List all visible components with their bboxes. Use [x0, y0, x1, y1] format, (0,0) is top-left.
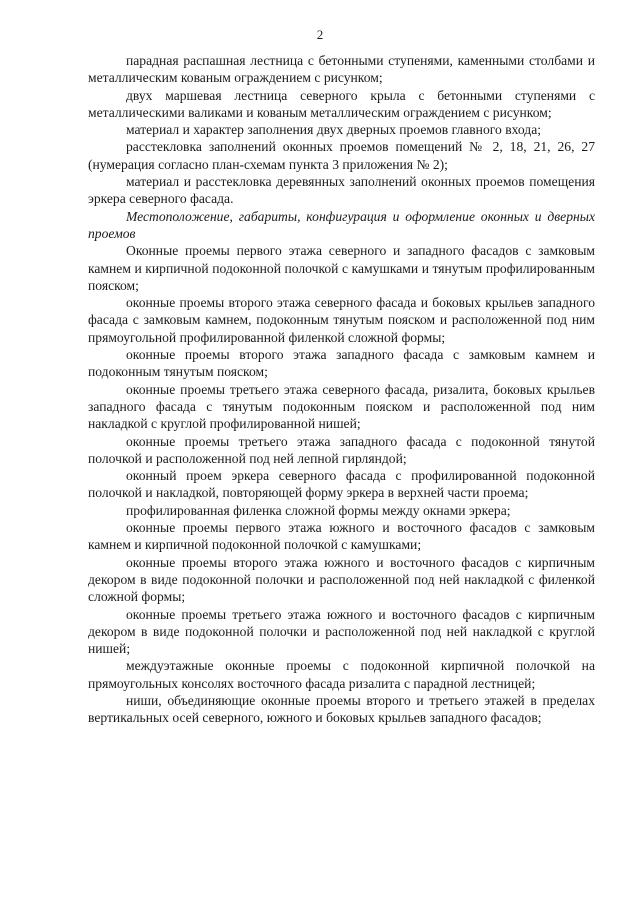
paragraph: оконные проемы третьего этажа северного фасада, ризалита, боковых крыльев западного фасада с тянутым подоконным пояском и расположенной под ним накладкой с круглой профилированной нишей; — [88, 381, 595, 432]
paragraph: двух маршевая лестница северного крыла с бетонными ступенями с металлическими валиками и кованым металлическим ограждением с рисунком; — [88, 87, 595, 120]
paragraph: оконные проемы третьего этажа западного фасада с подоконной тянутой полочкой и расположенной под ней лепной гирляндой; — [88, 433, 595, 466]
paragraph: оконные проемы второго этажа северного фасада и боковых крыльев западного фасада с замковым камнем, подоконным тянутым пояском и расположенной под ним прямоугольной профилированной филенкой сложной формы; — [88, 295, 595, 345]
section-heading: Местоположение, габариты, конфигурация и оформление оконных и дверных проемов — [88, 208, 595, 241]
paragraph: междуэтажные оконные проемы с подоконной кирпичной полочкой на прямоугольных консолях восточного фасада ризалита с парадной лестницей; — [88, 658, 595, 691]
document-body — [88, 52, 595, 727]
paragraph: материал и характер заполнения двух дверных проемов главного входа; — [126, 122, 542, 138]
paragraph: оконные проемы второго этажа южного и восточного фасадов с кирпичным декором в виде подоконной полочки и расположенной под ней накладкой с филенкой сложной формы; — [88, 554, 595, 605]
paragraph: Оконные проемы первого этажа северного и западного фасадов с замковым камнем и кирпичной подоконной полочкой с камушками и тянутым профилированным пояском; — [88, 243, 595, 293]
paragraph: оконные проемы второго этажа западного фасада с замковым камнем и подоконным тянутым пояском; — [88, 347, 595, 380]
page-number: 2 — [316, 27, 324, 42]
paragraph: оконные проемы первого этажа южного и восточного фасадов с замковым камнем и кирпичной подоконной полочкой с камушками; — [88, 520, 595, 553]
paragraph: оконные проемы третьего этажа южного и восточного фасадов с кирпичным декором в виде подоконной полочки и расположенной под ней накладкой с круглой нишей; — [88, 606, 595, 657]
paragraph: оконный проем эркера северного фасада с профилированной подоконной полочкой и накладкой, повторяющей форму эркера в верхней части проема; — [88, 468, 595, 501]
paragraph: ниши, объединяющие оконные проемы второго и третьего этажей в пределах вертикальных осей северного, южного и боковых крыльев западного фасадов; — [88, 692, 595, 726]
paragraph: материал и расстекловка деревянных заполнений оконных проемов помещения эркера северного фасада. — [88, 174, 595, 207]
paragraph: расстекловка заполнений оконных проемов помещений № 2, 18, 21, 26, 27 (нумерация согласно план-схемам пункта 3 приложения № 2); — [88, 139, 595, 172]
paragraph: профилированная филенка сложной формы между окнами эркера; — [126, 502, 511, 518]
paragraph: парадная распашная лестница с бетонными ступенями, каменными столбами и металлическим кованым ограждением с рисунком; — [88, 53, 595, 86]
